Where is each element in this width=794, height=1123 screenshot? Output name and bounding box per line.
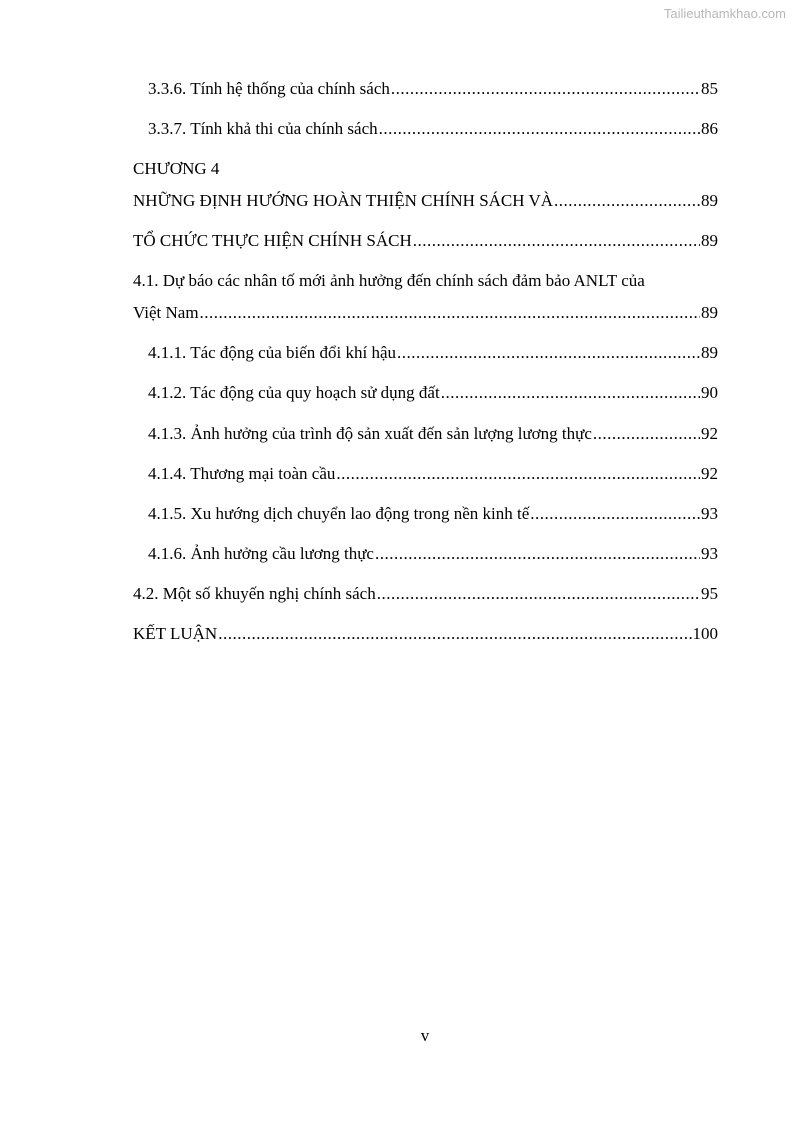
toc-entry-title: 4.2. Một số khuyến nghị chính sách — [133, 584, 376, 603]
toc-entry[interactable] — [148, 119, 718, 139]
page-number: v — [420, 1026, 430, 1045]
toc-entry[interactable] — [133, 303, 718, 323]
toc-entry[interactable] — [133, 624, 718, 644]
toc-entry-title: NHỮNG ĐỊNH HƯỚNG HOÀN THIỆN CHÍNH SÁCH VÀ — [133, 191, 554, 210]
toc-entry-title: 4.1.6. Ảnh hưởng cầu lương thực — [148, 544, 374, 563]
toc-leader-dots — [218, 624, 691, 644]
toc-entry[interactable] — [148, 464, 718, 484]
toc-entry[interactable] — [148, 424, 718, 444]
toc-entry-title: 4.1.3. Ảnh hưởng của trình độ sản xuất đến sản lượng lương thực — [148, 424, 592, 443]
toc-leader-dots — [336, 464, 700, 484]
toc-entry-title: Việt Nam — [133, 303, 199, 322]
watermark-text: Tailieuthamkhao.com — [663, 6, 786, 21]
toc-entry-page: 86 — [701, 119, 718, 138]
toc-entry-title: 4.1.4. Thương mại toàn cầu — [148, 464, 336, 483]
toc-entry-page: 95 — [701, 584, 718, 603]
toc-leader-dots — [554, 191, 700, 211]
toc-entry-title: 3.3.7. Tính khả thi của chính sách — [148, 119, 378, 138]
toc-leader-dots — [441, 383, 700, 403]
toc-entry[interactable] — [133, 231, 718, 251]
toc-entry[interactable] — [133, 191, 718, 211]
toc-entry-page: 89 — [701, 303, 718, 322]
toc-entry-title: TỔ CHỨC THỰC HIỆN CHÍNH SÁCH — [133, 231, 412, 250]
toc-entry-title: 4.1.2. Tác động của quy hoạch sử dụng đất — [148, 383, 440, 402]
toc-leader-dots — [379, 119, 700, 139]
toc-entry-page: 89 — [701, 343, 718, 362]
toc-leader-dots — [375, 544, 700, 564]
toc-entry-page: 93 — [701, 544, 718, 563]
toc-entry[interactable] — [133, 584, 718, 604]
toc-entry-page: 92 — [701, 464, 718, 483]
chapter-label: CHƯƠNG 4 — [133, 159, 220, 178]
toc-entry[interactable] — [148, 79, 718, 99]
toc-leader-dots — [413, 231, 700, 251]
toc-entry-page: 93 — [701, 504, 718, 523]
toc-entry-page: 90 — [701, 383, 718, 402]
toc-entry-page: 100 — [692, 624, 718, 643]
toc-entry[interactable] — [148, 383, 718, 403]
toc-entry-page: 92 — [701, 424, 718, 443]
toc-leader-dots — [530, 504, 700, 524]
toc-entry[interactable] — [148, 544, 718, 564]
toc-entry-title: 4.1.1. Tác động của biến đổi khí hậu — [148, 343, 397, 362]
toc-entry-page: 85 — [701, 79, 718, 98]
toc-leader-dots — [200, 303, 700, 323]
toc-entry[interactable] — [148, 343, 718, 363]
toc-entry-title: KẾT LUẬN — [133, 624, 218, 643]
toc-leader-dots — [391, 79, 700, 99]
toc-leader-dots — [377, 584, 700, 604]
toc-leader-dots — [593, 424, 700, 444]
toc-entry-page: 89 — [701, 231, 718, 250]
toc-entry-page: 89 — [701, 191, 718, 210]
toc-entry[interactable] — [148, 504, 718, 524]
toc-entry-title: 3.3.6. Tính hệ thống của chính sách — [148, 79, 390, 98]
toc-leader-dots — [397, 343, 700, 363]
toc-entry-title-line[interactable]: 4.1. Dự báo các nhân tố mới ảnh hưởng đến chính sách đảm bảo ANLT của — [133, 271, 645, 290]
toc-entry-title: 4.1.5. Xu hướng dịch chuyển lao động trong nền kinh tế — [148, 504, 530, 523]
